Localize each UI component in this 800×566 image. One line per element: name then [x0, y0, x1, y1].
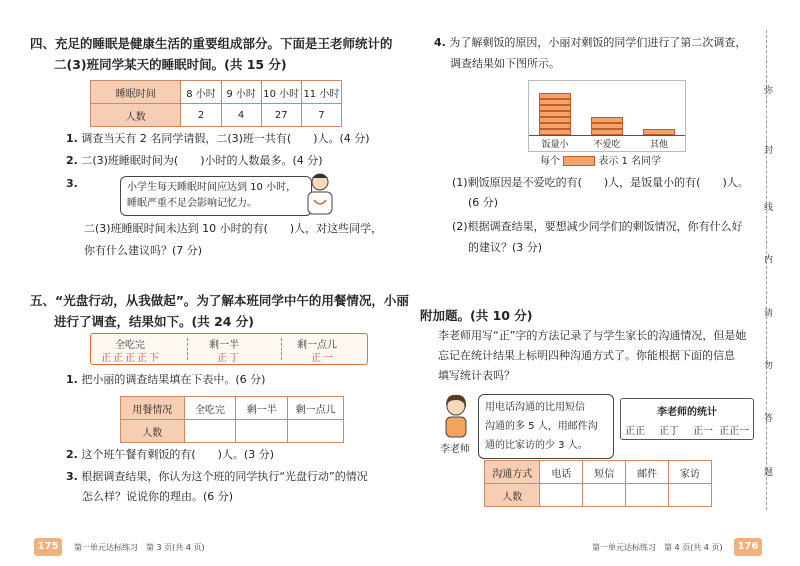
sub-text: 二(3)班睡眠时间为( )小时的人数最多。(4 分): [81, 154, 323, 167]
right-q4-line1: [434, 35, 746, 51]
chart-category-label: 其他: [649, 140, 668, 150]
teacher-hint-bubble: [478, 394, 614, 459]
sub-number: 2.: [66, 448, 78, 461]
answer-cell[interactable]: [626, 484, 669, 507]
chart-bar-block: [591, 123, 623, 129]
q5-sub2: [66, 447, 274, 463]
table-cell: 8 小时: [181, 81, 221, 104]
side-char: 封: [764, 146, 774, 156]
right-q4-sub1-line1: (1)剩饭原因是不爱吃的有( )人，是饭量小的有( )人。: [452, 176, 749, 189]
table-cell: 剩一半: [236, 397, 288, 420]
teacher-stats-box: [620, 398, 754, 440]
sub-number: 3.: [66, 470, 78, 483]
side-char: 线: [764, 203, 774, 213]
q5-heading-line1: 五、“光盘行动，从我做起”。为了解本班同学中午的用餐情况，小丽: [30, 293, 409, 308]
stats-marks: 正正一: [719, 426, 749, 437]
q4-heading-line1: 四、充足的睡眠是健康生活的重要组成部分。下面是王老师统计的: [30, 36, 393, 51]
table-row: [485, 461, 712, 484]
stats-marks: 正正: [625, 426, 645, 437]
q4-sub1: [66, 131, 370, 147]
chart-bar-block: [539, 123, 571, 129]
sub-text: 根据调查结果，你认为这个班的同学执行“光盘行动”的情况: [81, 470, 368, 483]
q4-sub3-number: 3.: [66, 177, 78, 190]
table-cell: 短信: [583, 461, 626, 484]
table-cell: 电话: [540, 461, 583, 484]
stats-marks: 正一: [693, 426, 713, 437]
teacher-label: 李老师: [440, 444, 470, 455]
answer-cell[interactable]: [236, 420, 288, 443]
bubble-line: 用电话沟通的比用短信: [485, 402, 585, 413]
bubble-line: 小学生每天睡眠时间应达到 10 小时，: [127, 182, 297, 193]
bonus-line1: 李老师用写“正”字的方法记录了与学生家长的沟通情况，但是她: [438, 329, 747, 342]
q5-heading-line2: 进行了调查，结果如下。(共 24 分): [54, 314, 255, 329]
bonus-line3: 填写统计表吗？: [438, 369, 515, 382]
sub-number: 1.: [66, 373, 78, 386]
table-row: [121, 420, 344, 443]
sub-number: 4.: [434, 36, 446, 49]
tally-marks: 正正正正下: [101, 353, 161, 364]
table-cell: 9 小时: [221, 81, 261, 104]
chart-bar-block: [539, 93, 571, 99]
answer-cell[interactable]: [583, 484, 626, 507]
seal-line: [766, 30, 767, 510]
teacher-illustration-icon: [436, 392, 476, 438]
footer-text: 第一单元达标练习 第 4 页(共 4 页): [592, 543, 723, 552]
tally-divider: [281, 338, 282, 360]
table-cell: 用餐情况: [121, 397, 185, 420]
bubble-line: 通的比家访的少 3 人。: [485, 440, 588, 451]
sleep-tip-bubble: [120, 176, 312, 216]
bubble-line: 沟通的多 5 人，用邮件沟: [485, 421, 598, 432]
sub-text: 这个班午餐有剩饭的有( )人。(3 分): [81, 448, 275, 461]
table-cell: 人数: [91, 104, 181, 127]
q4-sub3-line2: 你有什么建议吗？(7 分): [84, 244, 203, 257]
table-cell: 全吃完: [184, 397, 236, 420]
meal-tally-box: [90, 333, 368, 365]
tally-marks: 正丁: [217, 353, 241, 364]
table-row: [91, 81, 342, 104]
bubble-line: 睡眠严重不足会影响记忆力。: [127, 198, 257, 209]
bonus-line2: 忘记在统计结果上标明四种沟通方式了。你能根据下面的信息: [438, 349, 735, 362]
answer-cell[interactable]: [540, 484, 583, 507]
chart-baseline: [529, 135, 685, 136]
bonus-heading: 附加题。(共 10 分): [420, 308, 533, 323]
sub-number: 2.: [66, 154, 78, 167]
q5-sub3-line1: [66, 469, 368, 485]
table-cell: 家访: [669, 461, 712, 484]
side-char: 内: [764, 255, 774, 265]
sub-text: 把小丽的调查结果填在下表中。(6 分): [81, 373, 266, 386]
sub-number: 1.: [66, 132, 78, 145]
sub-text: 为了解剩饭的原因，小丽对剩饭的同学们进行了第二次调查，: [449, 36, 747, 49]
chart-bar-block: [539, 105, 571, 111]
legend-swatch: [563, 156, 595, 166]
table-row: [91, 104, 342, 127]
side-char: 勿: [764, 361, 774, 371]
leftover-reason-chart: [528, 80, 686, 152]
q4-sub3-line1: 二(3)班睡眠时间未达到 10 小时的有( )人，对这些同学，: [84, 222, 383, 235]
tally-label: 剩一半: [209, 340, 239, 351]
table-cell: 沟通方式: [485, 461, 540, 484]
table-cell: 人数: [485, 484, 540, 507]
q5-sub3-line2: 怎么样？说说你的理由。(6 分): [82, 490, 234, 503]
right-q4-line2: 调查结果如下图所示。: [450, 57, 560, 70]
table-cell: 人数: [121, 420, 185, 443]
communication-table: [484, 460, 712, 507]
stats-marks: 正丁: [659, 426, 679, 437]
table-row: [485, 484, 712, 507]
legend-suffix: 表示 1 名同学: [598, 156, 662, 167]
side-char: 请: [764, 309, 774, 319]
chart-category-label: 不爱吃: [593, 140, 621, 150]
page-number-badge: 176: [734, 538, 762, 556]
chart-bar-block: [539, 117, 571, 123]
tally-label: 剩一点儿: [297, 340, 337, 351]
footer-text: 第一单元达标练习 第 3 页(共 4 页): [74, 543, 205, 552]
q4-sub2: [66, 153, 323, 169]
tally-divider: [187, 338, 188, 360]
answer-cell[interactable]: [669, 484, 712, 507]
chart-bar-block: [539, 99, 571, 105]
right-q4-sub1-line2: (6 分): [468, 196, 499, 209]
table-cell: 剩一点儿: [288, 397, 344, 420]
sleep-time-table: [90, 80, 342, 127]
table-cell: 27: [261, 104, 301, 127]
chart-legend: [540, 152, 661, 167]
right-q4-sub2-line1: (2)根据调查结果，要想减少同学们的剩饭情况，你有什么好: [452, 220, 743, 233]
table-cell: 11 小时: [301, 81, 341, 104]
chart-bar-block: [591, 117, 623, 123]
table-cell: 2: [181, 104, 221, 127]
table-cell: 4: [221, 104, 261, 127]
side-char: 题: [764, 468, 774, 478]
doctor-illustration-icon: [300, 170, 340, 218]
table-row: [121, 397, 344, 420]
sub-text: 调查当天有 2 名同学请假，二(3)班一共有( )人。(4 分): [81, 132, 370, 145]
stats-title: 李老师的统计: [657, 407, 717, 418]
tally-marks: 正一: [311, 353, 335, 364]
side-char: 答: [764, 414, 774, 424]
right-q4-sub2-line2: 的建议？(3 分): [468, 241, 543, 254]
legend-prefix: 每个: [540, 156, 560, 167]
table-cell: 10 小时: [261, 81, 301, 104]
table-cell: 邮件: [626, 461, 669, 484]
q5-sub1: [66, 372, 265, 388]
answer-cell[interactable]: [288, 420, 344, 443]
table-cell: 7: [301, 104, 341, 127]
chart-bar-block: [539, 111, 571, 117]
chart-category-label: 饭量小: [541, 140, 569, 150]
table-cell: 睡眠时间: [91, 81, 181, 104]
q4-heading-line2: 二(3)班同学某天的睡眠时间。(共 15 分): [54, 57, 287, 72]
side-char: 弥: [764, 86, 774, 96]
page-number-badge: 175: [34, 538, 62, 556]
answer-cell[interactable]: [184, 420, 236, 443]
meal-result-table: [120, 396, 344, 443]
tally-label: 全吃完: [115, 340, 145, 351]
